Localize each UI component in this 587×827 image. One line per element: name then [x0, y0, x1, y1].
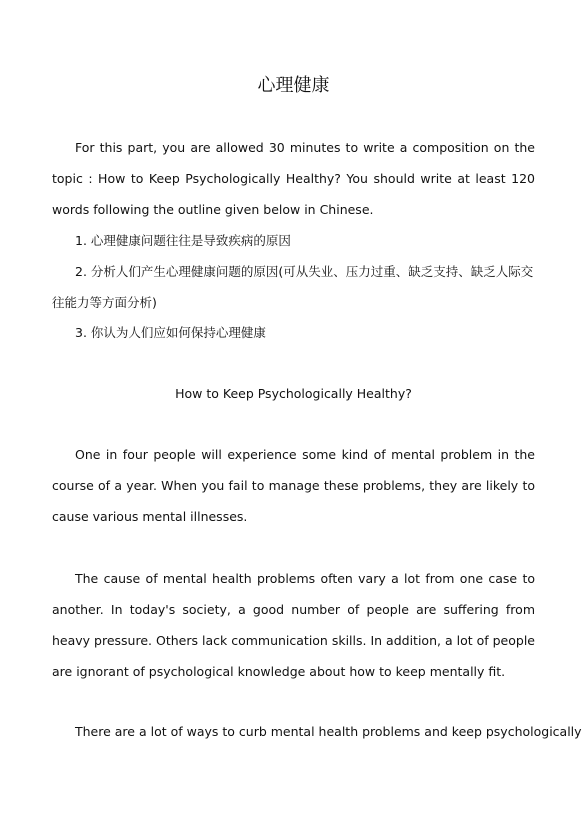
outline-item-1: 1. 心理健康问题往往是导致疾病的原因: [75, 233, 291, 248]
outline-item-3: 3. 你认为人们应如何保持心理健康: [75, 325, 266, 340]
outline-item-2: 2. 分析人们产生心理健康问题的原因(可从失业、压力过重、缺乏支持、缺乏人际交往能力等方面分析): [52, 264, 534, 310]
essay-paragraph-2: The cause of mental health problems often vary a lot from one case to another. In today's society, a good number of people are suffering from heavy pressure. Others lack communication skills. In addition, a lot of people are ignorant of psychological knowledge about how to keep mentally fit.: [52, 571, 535, 679]
prompt-paragraph: For this part, you are allowed 30 minutes to write a composition on the topic : How to Keep Psychologically Healthy? You should write at least 120 words following the outline given below in Chinese.: [52, 140, 535, 217]
document-page: [52, 0, 582, 827]
essay-paragraph-3: There are a lot of ways to curb mental health problems and keep psychologically: [75, 724, 582, 739]
essay-title: How to Keep Psychologically Healthy?: [175, 386, 412, 401]
document-title: 心理健康: [257, 75, 330, 96]
essay-paragraph-1: One in four people will experience some kind of mental problem in the course of a year. When you fail to manage these problems, they are likely to cause various mental illnesses.: [52, 447, 535, 524]
